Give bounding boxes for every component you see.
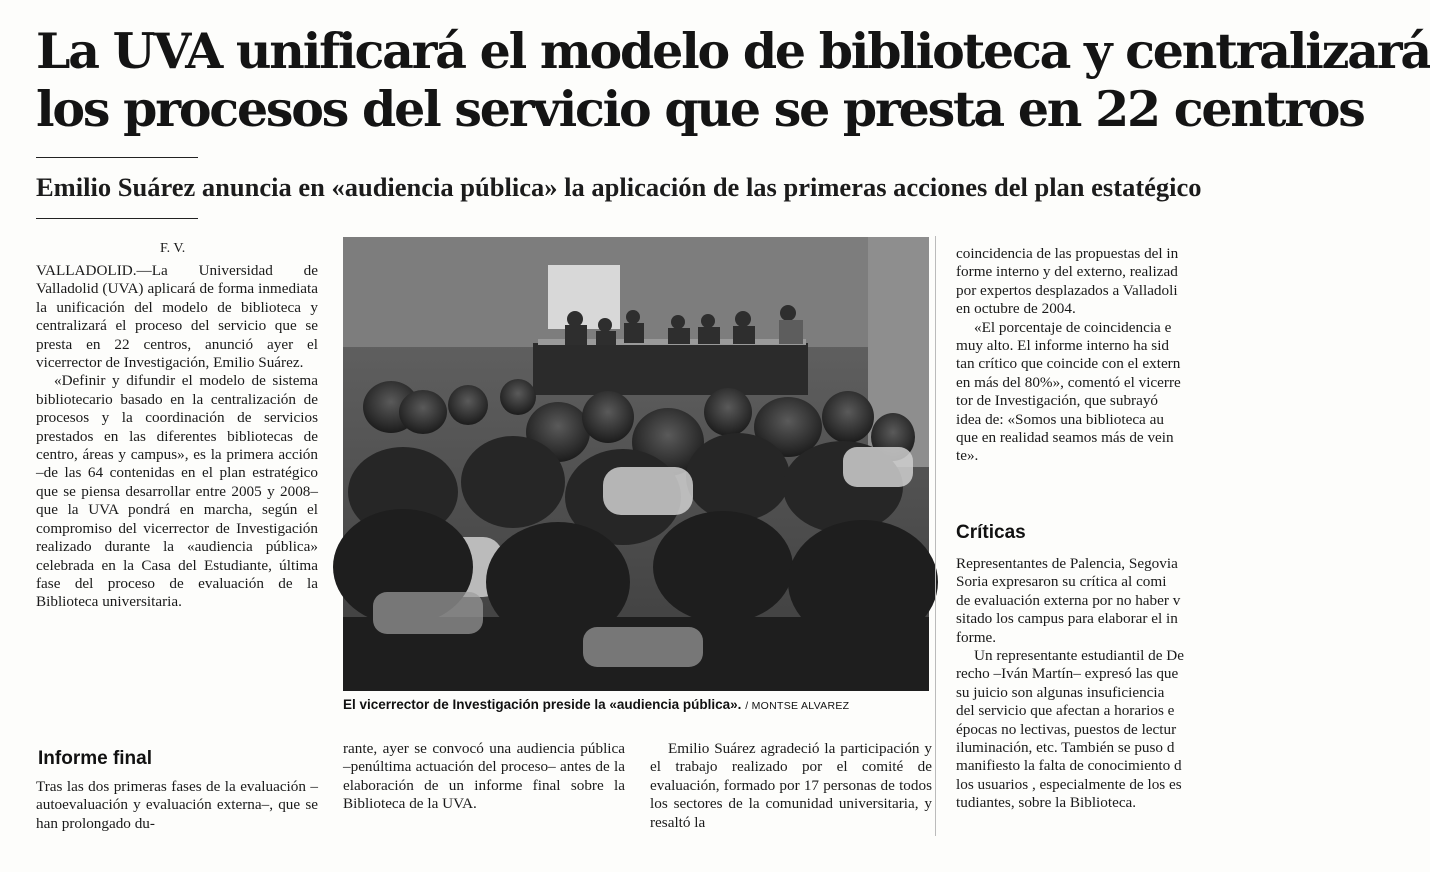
- col1-paragraph-1: VALLADOLID.—La Universidad de Valladolid (UVA) aplicará de forma inmediata la unificación del modelo de biblioteca y centralizará el proceso del servicio que se presta en 22 centros, anunció ayer el vicerrector de Investigación, Emilio Suárez.: [36, 262, 318, 372]
- col4-line: los usuarios , especialmente de los es: [956, 775, 1182, 793]
- article-photo: [343, 237, 929, 691]
- photo-credit: / MONTSE ALVAREZ: [745, 700, 850, 712]
- col4-line: idea de: «Somos una biblioteca au: [956, 410, 1164, 428]
- column-3-body: [650, 740, 932, 832]
- col4-line: su juicio son algunas insuficiencia: [956, 683, 1165, 701]
- col4-line: Representantes de Palencia, Segovia: [956, 555, 1178, 572]
- col4-line: en más del 80%», comentó el vicerre: [956, 373, 1181, 391]
- headline-line-2: los procesos del servicio que se presta en 22 centros: [36, 80, 1364, 138]
- col4-line: en octubre de 2004.: [956, 300, 1076, 318]
- headline-rule: [36, 157, 198, 158]
- byline: F. V.: [160, 241, 186, 256]
- col2-paragraph-1: rante, ayer se convocó una audiencia pública –penúltima actuación del proceso– antes de la elaboración de un informe final sobre la Biblioteca de la UVA.: [343, 740, 625, 813]
- column-1-body: [36, 262, 318, 612]
- section-head-criticas: Críticas: [956, 522, 1026, 543]
- col4-line: Soria expresaron su crítica al comi: [956, 573, 1167, 591]
- audience-photo-illustration: [343, 237, 929, 691]
- headline-line-1: La UVA unificará el modelo de biblioteca y centralizará: [36, 22, 1430, 80]
- col4-line: por expertos desplazados a Valladoli: [956, 281, 1178, 299]
- photo-caption: [343, 697, 929, 712]
- column-divider: [935, 236, 936, 836]
- caption-text: El vicerrector de Investigación preside la «audiencia pública».: [343, 697, 742, 712]
- col4-line: muy alto. El informe interno ha sid: [956, 337, 1170, 355]
- col4-line: manifiesto la falta de conocimiento d: [956, 757, 1182, 775]
- subheadline: Emilio Suárez anuncia en «audiencia pública» la aplicación de las primeras acciones del plan estatégico: [36, 172, 1202, 202]
- col4-line: tan crítico que coincide con el extern: [956, 355, 1181, 373]
- col4-line: del servicio que afectan a horarios e: [956, 702, 1175, 720]
- section-head-informe-final: Informe final: [38, 748, 153, 769]
- col4-line: tudiantes, sobre la Biblioteca.: [956, 794, 1137, 812]
- col4-line: forme interno y del externo, realizad: [956, 263, 1178, 281]
- col4-line: «El porcentaje de coincidencia e: [974, 318, 1172, 336]
- col4-line: que en realidad seamos más de vein: [956, 429, 1174, 447]
- col4-line: coincidencia de las propuestas del in: [956, 245, 1179, 262]
- headline: [36, 22, 1430, 138]
- col3-paragraph-1: Emilio Suárez agradeció la participación y el trabajo realizado por el comité de evaluación, formado por 17 personas de todos los sectores de la comunidad universitaria, y resaltó la: [650, 740, 932, 831]
- column-1-continued: [36, 778, 318, 833]
- col4-line: recho –Iván Martín– expresó las que: [956, 665, 1179, 683]
- col4-line: tor de Investigación, que subrayó: [956, 392, 1159, 410]
- col4-line: te».: [956, 447, 979, 465]
- col1-paragraph-2: «Definir y difundir el modelo de sistema bibliotecario basado en la centralización de procesos y la coordinación de servicios prestados en las diferentes bibliotecas de centro, áreas y campus», es la primera acción –de las 64 contenidas en el plan estratégico que se piensa desarrollar entre 2005 y 2008– que la UVA pondrá en marcha, según el compromiso del vicerrector de Investigación realizado durante la «audiencia pública» celebrada en la Casa del Estudiante, última fase del proceso de evaluación de la Biblioteca universitaria.: [36, 372, 318, 611]
- col4-line: de evaluación externa por no haber v: [956, 591, 1181, 609]
- col1-paragraph-3: Tras las dos primeras fases de la evaluación –autoevaluación y evaluación externa–, que se han prolongado du-: [36, 778, 318, 832]
- col4-line: forme.: [956, 628, 997, 646]
- col4-line: sitado los campus para elaborar el in: [956, 610, 1178, 628]
- col4-line: Un representante estudiantil de De: [974, 647, 1185, 665]
- column-2-body: [343, 740, 625, 814]
- col4-line: iluminación, etc. También se puso d: [956, 739, 1175, 757]
- col4-line: épocas no lectivas, puestos de lectur: [956, 720, 1177, 738]
- column-4-criticas: [956, 555, 1229, 813]
- subhead-rule: [36, 218, 198, 219]
- column-4-top: [956, 245, 1229, 466]
